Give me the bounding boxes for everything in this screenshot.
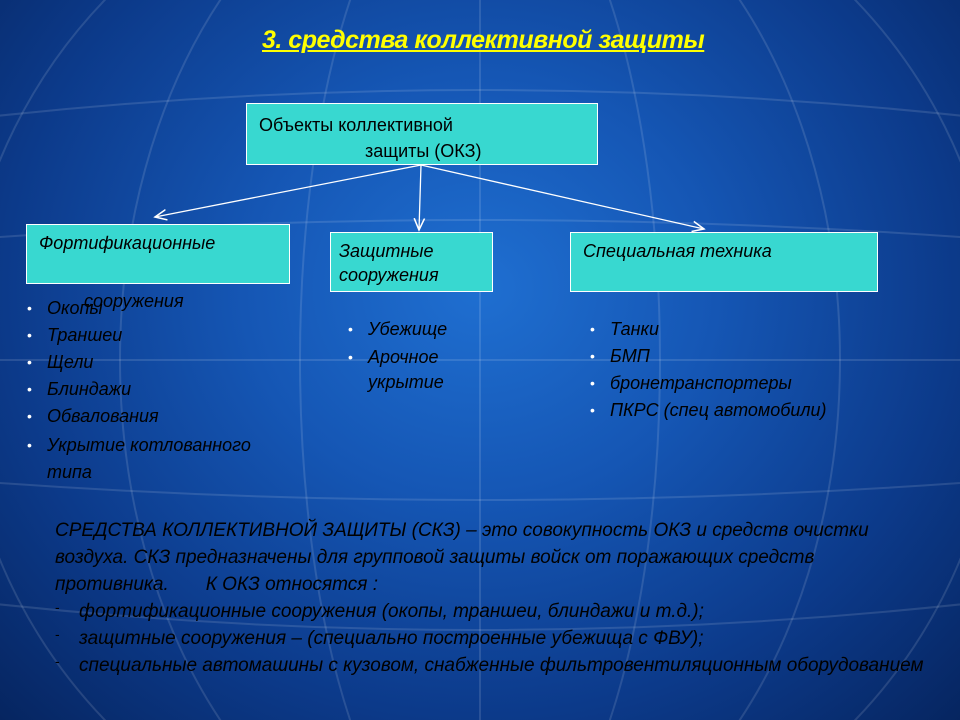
- list-item: • ПКРС (спец автомобили): [590, 400, 827, 420]
- list-item: • Танки: [590, 319, 660, 339]
- fort-items-list: [27, 297, 287, 491]
- dash-icon: -: [55, 599, 60, 615]
- list-item: • Окопы: [27, 298, 103, 318]
- arrow-to-fort: [155, 165, 421, 217]
- bullet-icon: •: [27, 381, 32, 397]
- spec-box-label: Специальная техника: [583, 241, 772, 261]
- zash-line1: Защитные: [339, 241, 434, 261]
- bullet-icon: •: [27, 437, 32, 453]
- zash-line2: сооружения: [339, 265, 439, 285]
- spec-items-list: [590, 318, 920, 426]
- arrow-to-zash: [419, 165, 421, 230]
- definition-item: - защитные сооружения – (специально построенные убежища с ФВУ);: [55, 625, 935, 652]
- dash-icon: -: [55, 653, 60, 669]
- dash-icon: -: [55, 626, 60, 642]
- list-item: • Арочное укрытие: [348, 347, 444, 392]
- definition-item: - специальные автомашины с кузовом, снабженные фильтровентиляционным оборудованием: [55, 652, 935, 679]
- special-equipment-box: [570, 232, 878, 292]
- list-item: • Блиндажи: [27, 379, 132, 399]
- bullet-icon: •: [590, 321, 595, 337]
- bullet-icon: •: [348, 321, 353, 337]
- root-box-okz: [246, 103, 598, 165]
- list-item: • Обвалования: [27, 406, 159, 426]
- bullet-icon: •: [348, 349, 353, 365]
- list-item: • БМП: [590, 346, 650, 366]
- list-item: • Укрытие котлованного типа: [27, 432, 287, 486]
- definition-lead: К ОКЗ относятся :: [205, 574, 378, 595]
- fort-box-label: Фортификационные: [39, 233, 216, 253]
- definition-text: СРЕДСТВА КОЛЛЕКТИВНОЙ ЗАЩИТЫ (СКЗ) – это совокупность ОКЗ и средств очистки воздуха. СКЗ предназначены для групповой защиты войск от поражающих средств противника.: [55, 520, 869, 595]
- root-line2: защиты (ОКЗ): [365, 141, 482, 161]
- list-item: • Щели: [27, 352, 94, 372]
- list-item: • Траншеи: [27, 325, 123, 345]
- bullet-icon: •: [27, 300, 32, 316]
- zash-items-list: [348, 318, 498, 400]
- definition-block: [55, 517, 935, 679]
- fort-overflow-label: сооружения: [84, 291, 184, 311]
- fortification-box: [26, 224, 290, 284]
- arrow-to-spec: [421, 165, 704, 229]
- definition-item: - фортификационные сооружения (окопы, траншеи, блиндажи и т.д.);: [55, 598, 935, 625]
- list-item: • Убежище: [348, 319, 448, 339]
- bullet-icon: •: [590, 402, 595, 418]
- slide-title: 3. средства коллективной защиты: [262, 26, 705, 54]
- bullet-icon: •: [590, 375, 595, 391]
- bullet-icon: •: [27, 327, 32, 343]
- protective-structures-box: [330, 232, 493, 292]
- bullet-icon: •: [27, 408, 32, 424]
- list-item: • бронетранспортеры: [590, 373, 792, 393]
- bullet-icon: •: [27, 354, 32, 370]
- bullet-icon: •: [590, 348, 595, 364]
- root-line1: Объекты коллективной: [259, 115, 453, 135]
